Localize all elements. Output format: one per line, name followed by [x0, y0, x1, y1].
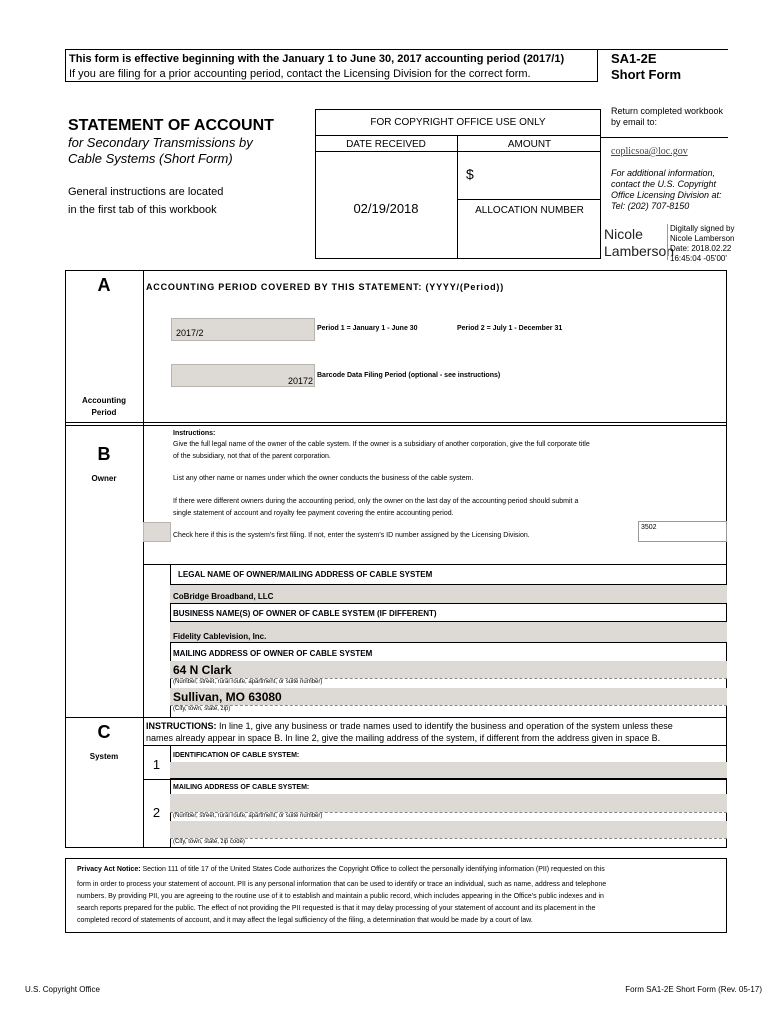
date-received-value: 02/19/2018	[353, 201, 419, 216]
barcode-label: Barcode Data Filing Period (optional - see instructions)	[317, 372, 501, 379]
section-a-name-line2: Period	[91, 408, 117, 417]
street-hint: (Number, street, rural route, apartment, or suite number)	[173, 679, 323, 685]
footer-left: U.S. Copyright Office	[25, 985, 100, 994]
privacy-line1	[77, 866, 605, 873]
section-c-instructions-line1	[146, 721, 673, 731]
mailing-address-heading: MAILING ADDRESS OF OWNER OF CABLE SYSTEM	[173, 649, 373, 658]
section-b-name: Owner	[91, 474, 117, 483]
section-b-instr2: List any other name or names under which the owner conducts the business of the cable system.	[173, 475, 474, 482]
effective-notice-line2: If you are filing for a prior accounting period, contact the Licensing Division for the correct form.	[69, 68, 531, 80]
line-1-number: 1	[152, 757, 161, 772]
section-a-name-line1: Accounting	[82, 396, 126, 405]
section-c-instructions-text: In line 1, give any business or trade names used to identify the business and operation of the system unless these	[216, 721, 673, 731]
system-street-field[interactable]	[170, 794, 727, 812]
city-hint: (City, town, state, zip)	[173, 706, 231, 712]
privacy-line5: completed record of statements of account, and it may affect the legal sufficiency of the filing, a determination that would be made by a court of law.	[77, 917, 533, 924]
section-b-letter: B	[97, 444, 111, 464]
period2-label: Period 2 = July 1 - December 31	[457, 325, 563, 332]
section-a-divider-2	[65, 425, 727, 426]
info-line1: For additional information,	[611, 168, 716, 178]
office-use-divider-2	[315, 151, 601, 152]
section-c-letter: C	[97, 722, 111, 742]
page-subtitle-line1: for Secondary Transmissions by	[68, 135, 253, 150]
form-type: Short Form	[611, 67, 682, 82]
form-code: SA1-2E	[611, 51, 657, 66]
street-value: 64 N Clark	[173, 663, 232, 677]
section-c-inst-rule	[143, 745, 727, 746]
section-b-instr3-line1: If there were different owners during the accounting period, only the owner on the last day of the accounting period should submit a	[173, 498, 579, 505]
footer-right: Form SA1-2E Short Form (Rev. 05-17)	[625, 985, 762, 994]
section-c-name: System	[89, 752, 119, 761]
system-city-field[interactable]	[170, 821, 727, 838]
period1-label: Period 1 = January 1 - June 30	[317, 325, 418, 332]
city-value: Sullivan, MO 63080	[173, 690, 282, 704]
system-mailing-heading: MAILING ADDRESS OF CABLE SYSTEM:	[173, 784, 310, 791]
section-b-end	[65, 717, 727, 718]
ident-field[interactable]	[170, 762, 727, 779]
section-b-instr1-line1: Give the full legal name of the owner of the cable system. If the owner is a subsidiary of another corporation, give the full corporate title	[173, 441, 590, 448]
privacy-line3: numbers. By providing PII, you are agreeing to the routine use of it to establish and maintain a public record, which includes appearing in the Office's public indexes and in	[77, 893, 604, 900]
office-use-vdivider	[457, 135, 458, 259]
barcode-period-value: 20172	[287, 376, 313, 386]
privacy-line2: form in order to process your statement of account. PII is any personal information that can be used to identify or trace an individual, such as name, address and telephone	[77, 881, 607, 888]
signature-digital-line1: Digitally signed by	[670, 224, 735, 233]
section-b-instr3-line2: single statement of account and royalty fee payment covering the entire accounting period.	[173, 510, 454, 517]
header-divider	[598, 49, 728, 50]
info-line2: contact the U.S. Copyright	[611, 179, 717, 189]
system-id-value: 3502	[641, 524, 657, 531]
sidebar-divider	[601, 137, 728, 138]
page-subtitle-line2: Cable Systems (Short Form)	[68, 151, 233, 166]
section-b-instructions-label: Instructions:	[173, 430, 216, 437]
accounting-period-value: 2017/2	[176, 328, 204, 338]
ident-end-rule	[143, 779, 727, 780]
signature-digital-line4: 16:45:04 -05'00'	[670, 254, 727, 263]
date-received-label: DATE RECEIVED	[346, 139, 426, 150]
return-line2: by email to:	[611, 117, 658, 127]
dollar-sign: $	[466, 166, 474, 182]
privacy-text1: Section 111 of title 17 of the United States Code authorizes the Copyright Office to collect the personally identifying information (PII) requested on this	[140, 866, 605, 873]
business-name-heading: BUSINESS NAME(S) OF OWNER OF CABLE SYSTEM (IF DIFFERENT)	[173, 609, 437, 618]
privacy-line4: search reports prepared for the public. The effect of not providing the PII requested is that it may delay processing of your statement of account and its placement in the	[77, 905, 596, 912]
signature-digital-line2: Nicole Lamberson	[670, 234, 735, 243]
section-b-divider	[143, 564, 727, 565]
info-line4: Tel: (202) 707-8150	[611, 201, 690, 211]
office-use-box	[315, 109, 601, 259]
ident-heading: IDENTIFICATION OF CABLE SYSTEM:	[173, 752, 300, 759]
privacy-bold: Privacy Act Notice:	[77, 866, 141, 873]
city-rule	[170, 705, 727, 706]
section-c-instructions-bold: INSTRUCTIONS:	[146, 721, 217, 731]
legal-name-heading: LEGAL NAME OF OWNER/MAILING ADDRESS OF CABLE SYSTEM	[178, 570, 433, 579]
amount-label: AMOUNT	[507, 139, 552, 150]
return-line1: Return completed workbook	[611, 106, 724, 116]
legal-name-value: CoBridge Broadband, LLC	[173, 592, 274, 601]
line-2-number: 2	[152, 805, 161, 820]
first-filing-checkbox[interactable]	[143, 522, 171, 542]
system-city-hint: (City, town, state, zip code)	[173, 839, 245, 845]
section-a-letter: A	[97, 275, 111, 295]
system-street-hint: (Number, street, rural route, apartment, or suite number)	[173, 813, 323, 819]
office-use-divider	[315, 135, 601, 136]
signature-name-line1: Nicole	[604, 226, 643, 242]
allocation-divider	[457, 199, 601, 200]
page-title: STATEMENT OF ACCOUNT	[68, 117, 274, 134]
office-use-heading: FOR COPYRIGHT OFFICE USE ONLY	[370, 117, 546, 128]
general-instructions-line1: General instructions are located	[68, 186, 224, 198]
info-line3: Office Licensing Division at:	[611, 190, 722, 200]
street-field[interactable]	[170, 661, 727, 678]
section-b-instr1-line2: of the subsidiary, not that of the parent corporation.	[173, 453, 331, 460]
section-a-heading: ACCOUNTING PERIOD COVERED BY THIS STATEMENT: (YYYY/(Period))	[146, 282, 505, 292]
section-c-instructions-line2: names already appear in space B. In line 2, give the mailing address of the system, if different from the address given in space B.	[146, 733, 661, 743]
section-a-divider	[65, 422, 727, 423]
general-instructions-line2: in the first tab of this workbook	[68, 204, 217, 216]
email-link[interactable]: coplicsoa@loc.gov	[611, 146, 688, 157]
business-name-value: Fidelity Cablevision, Inc.	[173, 632, 267, 641]
effective-notice-line1: This form is effective beginning with the January 1 to June 30, 2017 accounting period (2017/1)	[69, 53, 565, 65]
allocation-label: ALLOCATION NUMBER	[475, 205, 584, 216]
first-filing-label: Check here if this is the system's first filing. If not, enter the system's ID number assigned by the Licensing Division.	[173, 532, 530, 539]
system-city-rule	[170, 838, 727, 839]
signature-separator	[667, 224, 668, 260]
signature-name-line2: Lamberson	[604, 243, 675, 259]
signature-digital-line3: Date: 2018.02.22	[670, 244, 732, 253]
